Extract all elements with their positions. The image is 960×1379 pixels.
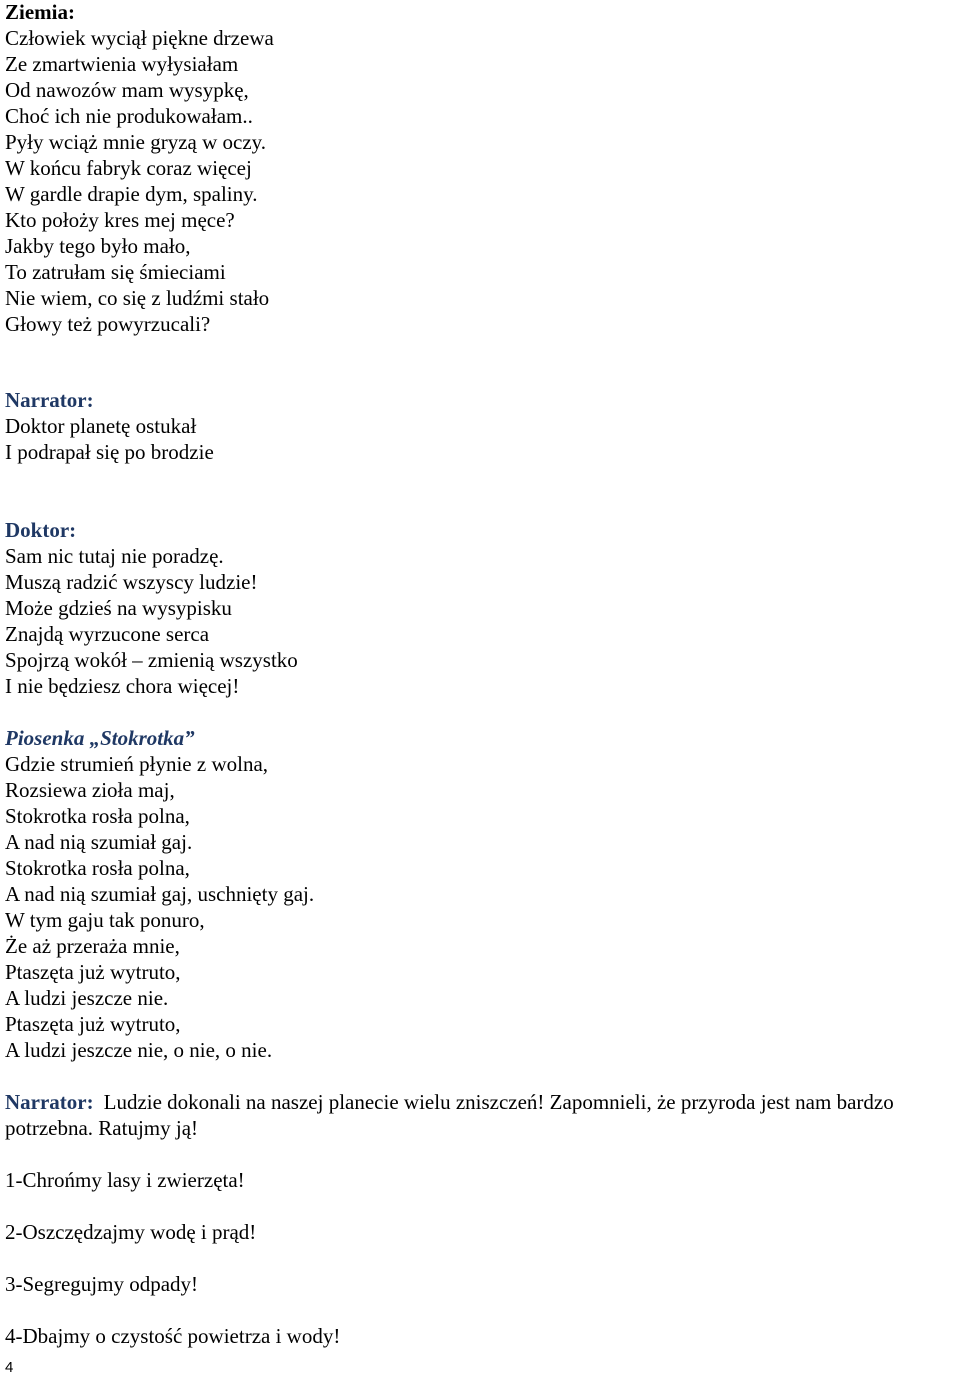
song-line: Ptaszęta już wytruto, [5,1012,181,1036]
appeal-item: 2-Oszczędzajmy wodę i prąd! [5,1220,257,1244]
verse-line: Jakby tego było mało, [5,234,191,258]
song-line: Stokrotka rosła polna, [5,856,190,880]
verse-line: Kto położy kres mej męce? [5,208,235,232]
song-section [5,725,314,1063]
verse-line: W gardle drapie dym, spaliny. [5,182,258,206]
verse-line: Głowy też powyrzucali? [5,312,211,336]
song-line: A nad nią szumiał gaj, uschnięty gaj. [5,882,315,906]
song-line: Rozsiewa zioła maj, [5,778,175,802]
verse-line: Może gdzieś na wysypisku [5,596,232,620]
verse-line: Pyły wciąż mnie gryzą w oczy. [5,130,267,154]
song-title: Piosenka „Stokrotka” [5,726,195,750]
verse-line: I nie będziesz chora więcej! [5,674,240,698]
verse-line: Spojrzą wokół – zmienią wszystko [5,648,298,672]
verse-line: I podrapał się po brodzie [5,440,214,464]
song-line: Stokrotka rosła polna, [5,804,190,828]
speaker-narrator: Narrator: [5,1090,94,1114]
song-line: A ludzi jeszcze nie. [5,986,169,1010]
narrator-section-1 [5,387,214,465]
speaker-earth: Ziemia: [5,0,75,24]
appeal-item: 1-Chrońmy lasy i zwierzęta! [5,1168,245,1192]
verse-line: W końcu fabryk coraz więcej [5,156,252,180]
song-line: Ptaszęta już wytruto, [5,960,181,984]
doctor-section [5,517,298,699]
verse-line: Znajdą wyrzucone serca [5,622,210,646]
page-number: 4 [5,1359,14,1376]
appeal-item: 4-Dbajmy o czystość powietrza i wody! [5,1324,341,1348]
speaker-doctor: Doktor: [5,518,77,542]
song-line: Gdzie strumień płynie z wolna, [5,752,269,776]
narrator-section-2 [5,1089,960,1141]
song-line: A ludzi jeszcze nie, o nie, o nie. [5,1038,273,1062]
speaker-narrator: Narrator: [5,388,94,412]
verse-line: Ze zmartwienia wyłysiałam [5,52,239,76]
verse-line: Sam nic tutaj nie poradzę. [5,544,224,568]
earth-section [5,0,274,337]
verse-line: To zatrułam się śmieciami [5,260,226,284]
narrator-text-line-2: potrzebna. Ratujmy ją! [5,1116,199,1140]
song-line: W tym gaju tak ponuro, [5,908,205,932]
verse-line: Doktor planetę ostukał [5,414,197,438]
song-line: Że aż przeraża mnie, [5,934,180,958]
verse-line: Muszą radzić wszyscy ludzie! [5,570,258,594]
verse-line: Choć ich nie produkowałam.. [5,104,253,128]
verse-line: Człowiek wyciął piękne drzewa [5,26,274,50]
song-line: A nad nią szumiał gaj. [5,830,193,854]
narrator-text-line-1: Ludzie dokonali na naszej planecie wielu zniszczeń! Zapomnieli, że przyroda jest nam bardzo [103,1090,894,1114]
appeal-item: 3-Segregujmy odpady! [5,1272,199,1296]
verse-line: Od nawozów mam wysypkę, [5,78,249,102]
verse-line: Nie wiem, co się z ludźmi stało [5,286,270,310]
